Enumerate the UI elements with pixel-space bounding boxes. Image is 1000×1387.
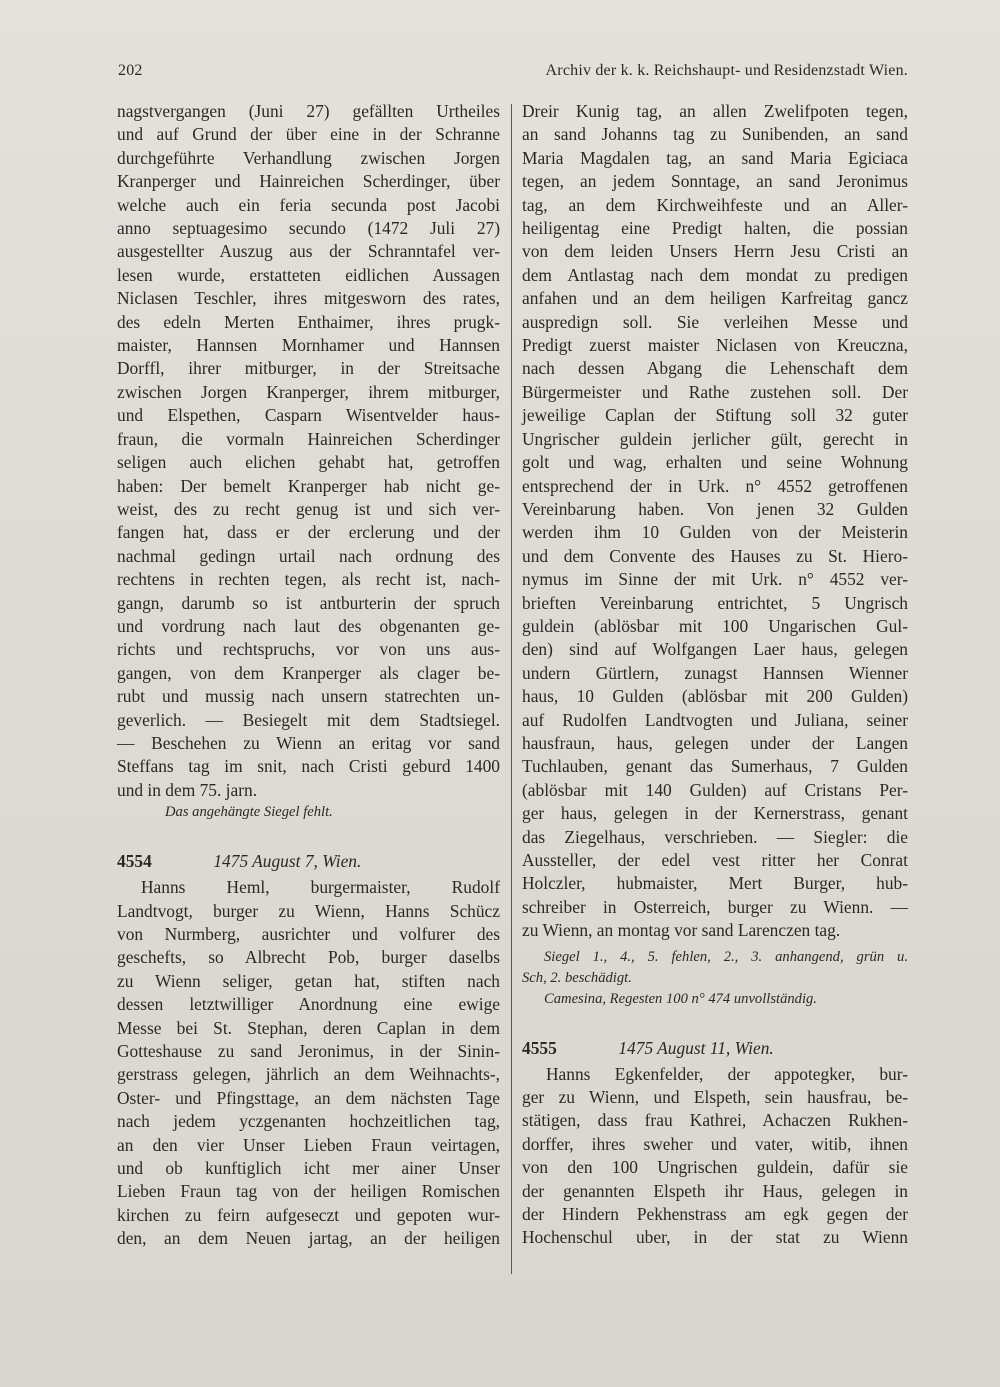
text-line: Dorffl, ihrer mitburger, in der Streitsache: [117, 358, 500, 379]
text-line: an den vier Unser Lieben Fraun veirtagen,: [117, 1134, 500, 1155]
text-line: Holczler, hubmaister, Mert Burger, hub-: [522, 873, 908, 894]
text-line: welche auch ein feria secunda post Jacobi: [117, 194, 500, 215]
text-line: zu Wienn, an montag vor sand Larenczen tag.: [522, 920, 841, 941]
text-line: durchgeführte Verhandlung zwischen Jorgen: [117, 147, 500, 168]
text-line: jeweilige Caplan der Stiftung soll 32 guter: [522, 405, 908, 426]
text-line: Aussteller, der edel vest ritter her Conrat: [522, 850, 908, 870]
text-line: Vereinbarung haben. Von jenen 32 Gulden: [522, 498, 908, 519]
text-line: und Elspethen, Casparn Wisentvelder haus-: [117, 405, 500, 426]
text-line: Tuchlauben, genant das Sumerhaus, 7 Gulden: [522, 756, 908, 777]
text-line: werden ihm 10 Gulden von der Meisterin: [522, 522, 908, 543]
text-line: geschefts, so Albrecht Pob, burger daselbs: [117, 947, 500, 968]
text-line: Steffans tag im snit, nach Cristi geburd 1400: [117, 756, 500, 777]
text-line: nymus im Sinne der mit Urk. n° 4552 ver-: [522, 569, 908, 590]
text-line: dem Antlastag nach dem mondat zu predigen: [522, 264, 908, 285]
seal-note: Das angehängte Siegel fehlt.: [165, 804, 333, 821]
seal-note-continued: Sch, 2. beschädigt.: [522, 969, 632, 986]
text-line: rubt und mussig nach unsern statrechten un-: [117, 686, 500, 707]
text-line: haben: Der bemelt Kranperger hab nicht ge-: [117, 475, 500, 496]
text-line: der Hindern Pekhenstrass am egk gegen der: [522, 1204, 908, 1225]
text-line: seligen auch elichen gehabt hat, getroffen: [117, 452, 500, 473]
document-heading-4555: [522, 1033, 908, 1063]
text-line: Hanns Heml, burgermaister, Rudolf: [141, 877, 500, 898]
text-line: nagstvergangen (Juni 27) gefällten Urtheiles: [117, 101, 500, 121]
text-line: gangn, darumb so ist antburterin der spruch: [117, 592, 500, 613]
text-line: golt und wag, erhalten und seine Wohnung: [522, 452, 908, 473]
text-line: schreiber in Osterreich, burger zu Wienn. —: [522, 896, 908, 917]
text-line: undern Gürtlern, zunagst Hannsen Wienner: [522, 662, 908, 683]
text-line: von den 100 Ungrischen guldein, dafür sie: [522, 1157, 908, 1178]
text-line: (ablösbar mit 140 Gulden) auf Cristans Per-: [522, 779, 908, 800]
text-line: zu Wienn seliger, getan hat, stiften nach: [117, 970, 500, 991]
text-line: das Ziegelhaus, verschrieben. — Siegler: die: [522, 826, 908, 847]
text-line: gangen, von dem Kranperger als clager be-: [117, 662, 500, 683]
text-line: Ungrischer guldein jerlicher gült, gerecht in: [522, 428, 908, 449]
text-line: guldein (ablösbar mit 100 Ungarischen Gul-: [522, 615, 908, 636]
document-4555-text: [522, 1063, 908, 1250]
page-number: 202: [118, 62, 143, 79]
text-line: von Nurmberg, ausrichter und volfurer des: [117, 924, 500, 944]
text-line: und auf Grund der über eine in der Schranne: [117, 124, 500, 145]
text-line: — Beschehen zu Wienn an eritag vor sand: [117, 732, 500, 753]
left-column: [117, 100, 500, 1251]
document-4554-text: [117, 876, 500, 1251]
text-line: Messe bei St. Stephan, deren Caplan in dem: [117, 1017, 500, 1038]
text-line: den) sind auf Wolfgangen Laer haus, gelegen: [522, 639, 908, 660]
text-line: haus, 10 Gulden (ablösbar mit 200 Gulden): [522, 686, 908, 707]
text-line: maister, Hannsen Mornhamer und Hannsen: [117, 335, 500, 356]
document-number: 4555: [522, 1037, 557, 1058]
text-line: und vordrung nach laut des obgenanten ge-: [117, 615, 500, 636]
text-line: hausfraun, haus, gelegen under der Langen: [522, 732, 908, 753]
text-line: fraun, die vormaln Hainreichen Scherdinger: [117, 428, 500, 449]
left-text-block: [117, 100, 500, 802]
text-line: des edeln Merten Enthaimer, ihres prugk-: [117, 311, 500, 332]
text-line: brieften Vereinbarung entrichtet, 5 Ungrisch: [522, 592, 908, 613]
document-date: 1475 August 7, Wien.: [213, 851, 362, 872]
running-head: Archiv der k. k. Reichshaupt- und Residenzstadt Wien.: [545, 62, 908, 79]
text-line: Kranperger und Hainreichen Scherdinger, über: [117, 171, 500, 192]
text-line: dorffer, ihres sweher und vater, witib, ihnen: [522, 1133, 908, 1154]
text-line: Lieben Fraun tag von der heiligen Romischen: [117, 1181, 500, 1202]
reference-note: Camesina, Regesten 100 n° 474 unvollständig.: [544, 990, 817, 1007]
text-line: nach jedem yczgenanten hochzeitlichen tag,: [117, 1111, 500, 1132]
document-heading-4554: [117, 846, 500, 876]
text-line: geverlich. — Besiegelt mit dem Stadtsiegel.: [117, 709, 500, 730]
text-line: Oster- und Pfingsttage, an dem nächsten Tage: [117, 1087, 500, 1108]
document-date: 1475 August 11, Wien.: [618, 1037, 774, 1058]
text-line: heiligentag eine Predigt halten, die possian: [522, 218, 908, 239]
text-line: ger haus, gelegen in der Kernerstrass, genant: [522, 803, 908, 824]
text-line: Dreir Kunig tag, an allen Zwelifpoten tegen,: [522, 101, 908, 121]
text-line: und ob kunftiglich icht mer ainer Unser: [117, 1158, 500, 1179]
text-line: tag, an dem Kirchweihfeste und an Aller-: [522, 194, 908, 215]
text-line: Niclasen Teschler, ihres mitgesworn des rates,: [117, 288, 500, 309]
text-line: ausgestellter Auszug aus der Schranntafel ver-: [117, 241, 500, 262]
text-line: tegen, an jedem Sonntage, an sand Jeronimus: [522, 171, 908, 192]
right-column: [522, 100, 908, 1250]
text-line: der genannten Elspeth ihr Haus, gelegen in: [522, 1180, 908, 1201]
text-line: fangen hat, dass er der erclerung und der: [117, 522, 500, 543]
text-line: und in dem 75. jarn.: [117, 779, 258, 800]
text-line: anfahen und an dem heiligen Karfreitag gancz: [522, 288, 908, 309]
text-line: Hanns Egkenfelder, der appotegker, bur-: [546, 1063, 908, 1084]
text-line: Hochenschul uber, in der stat zu Wienn: [522, 1227, 908, 1248]
text-line: anno septuagesimo secundo (1472 Juli 27): [117, 218, 500, 239]
text-line: Predigt zuerst maister Niclasen von Kreuczna,: [522, 335, 908, 356]
text-line: Bürgermeister und Rathe zustehen soll. Der: [522, 381, 908, 402]
text-line: an sand Johanns tag zu Sunibenden, an sand: [522, 124, 908, 145]
seal-note: Siegel 1., 4., 5. fehlen, 2., 3. anhangend, grün u.: [544, 948, 908, 965]
text-line: gerstrass gelegen, jährlich an dem Weihnachts-,: [117, 1064, 500, 1085]
text-line: richts und rechtspruchs, vor von uns aus-: [117, 639, 500, 660]
text-line: lesen wurde, erstatteten eidlichen Aussagen: [117, 264, 500, 285]
text-line: rechtens in rechten tegen, als recht ist, nach-: [117, 569, 500, 590]
text-line: entsprechend der in Urk. n° 4552 getroffenen: [522, 475, 908, 496]
text-line: weist, des zu recht genug ist und sich ver-: [117, 498, 500, 519]
text-line: nachmal gedingn urtail nach ordnung des: [117, 545, 500, 566]
text-line: kirchen zu feirn aufgeseczt und gepoten wur-: [117, 1204, 500, 1225]
text-line: auspredign soll. Sie verleihen Messe und: [522, 311, 908, 332]
text-line: Landtvogt, burger zu Wienn, Hanns Schücz: [117, 900, 500, 921]
column-divider: [511, 104, 512, 1274]
text-line: den, an dem Neuen jartag, an der heiligen: [117, 1228, 500, 1249]
text-line: stätigen, dass frau Kathrei, Achaczen Rukhen-: [522, 1110, 908, 1131]
text-line: und dem Convente des Hauses zu St. Hiero-: [522, 545, 908, 566]
text-line: ger zu Wienn, und Elspeth, sein hausfrau, be-: [522, 1087, 908, 1108]
right-text-block: [522, 100, 908, 943]
document-number: 4554: [117, 851, 152, 872]
text-line: zwischen Jorgen Kranperger, ihrem mitburger,: [117, 381, 500, 402]
text-line: nach dessen Abgang die Lehenschaft dem: [522, 358, 908, 379]
text-line: Gotteshause zu sand Jeronimus, in der Sinin-: [117, 1041, 500, 1062]
text-line: von dem leiden Unsers Herrn Jesu Cristi an: [522, 241, 908, 262]
text-line: Maria Magdalen tag, an sand Maria Egiciaca: [522, 147, 908, 168]
text-line: dessen letztwilliger Anordnung eine ewige: [117, 994, 500, 1015]
page-header: [118, 62, 908, 88]
text-line: auf Rudolfen Landtvogten und Juliana, seiner: [522, 709, 908, 730]
